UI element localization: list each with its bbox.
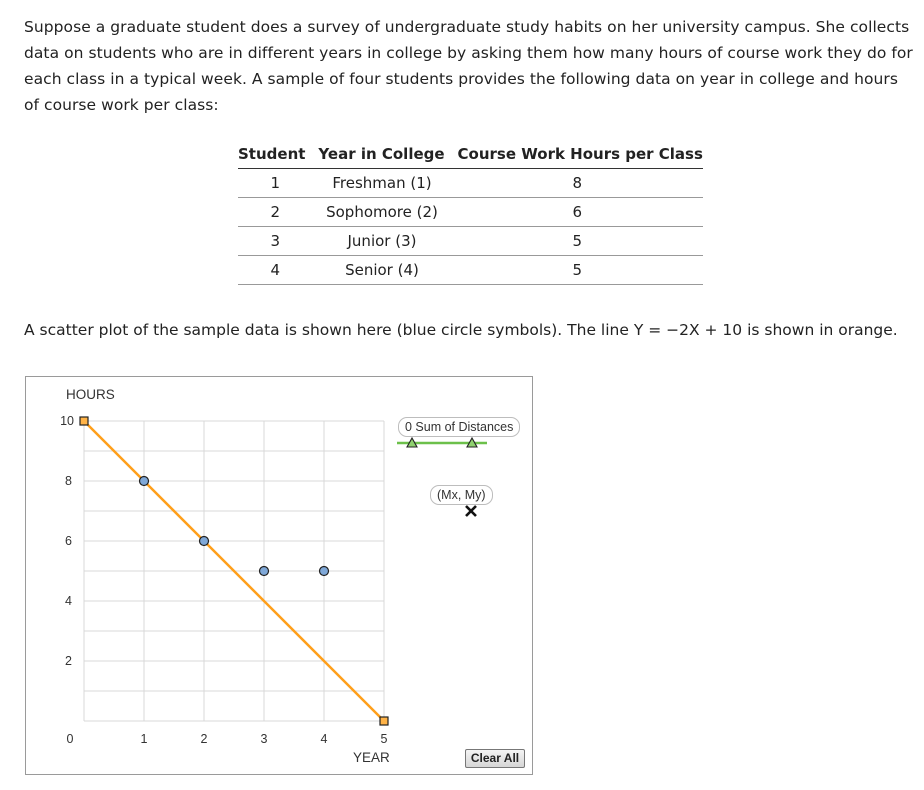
x-tick-label: 1 [140, 732, 148, 746]
line-handle[interactable] [380, 717, 388, 725]
graph-panel [25, 376, 533, 775]
cell-year: Junior (3) [312, 227, 451, 256]
header-student: Student [238, 140, 312, 169]
sum-of-distances-tool[interactable]: 0 Sum of Distances [398, 417, 520, 437]
y-tick-label: 10 [60, 414, 74, 428]
cell-student: 1 [238, 169, 312, 198]
y-tick-label: 4 [65, 594, 72, 608]
cell-hours: 5 [452, 256, 703, 285]
clear-all-button[interactable]: Clear All [465, 749, 525, 768]
y-tick-label: 6 [65, 534, 72, 548]
table-row [238, 256, 703, 285]
line-handle[interactable] [80, 417, 88, 425]
x-tick-label: 0 [66, 732, 74, 746]
cell-hours: 6 [452, 198, 703, 227]
cell-year: Senior (4) [312, 256, 451, 285]
x-axis-label: YEAR [353, 750, 390, 765]
data-points [140, 477, 329, 576]
chart-caption: A scatter plot of the sample data is shown here (blue circle symbols). The line Y = −2X + 10 is shown in orange. [24, 321, 898, 339]
data-table [238, 140, 703, 285]
table-row [238, 198, 703, 227]
header-hours: Course Work Hours per Class [452, 140, 703, 169]
cell-hours: 5 [452, 227, 703, 256]
cell-student: 4 [238, 256, 312, 285]
cell-student: 2 [238, 198, 312, 227]
y-tick-label: 2 [65, 654, 72, 668]
table-row [238, 227, 703, 256]
cell-hours: 8 [452, 169, 703, 198]
x-tick-label: 4 [320, 732, 328, 746]
table-header-row [238, 140, 703, 169]
cell-year: Sophomore (2) [312, 198, 451, 227]
problem-intro: Suppose a graduate student does a survey of undergraduate study habits on her university campus. She collects data on students who are in different years in college by asking them how many hours of course work they do for each class in a typical week. A sample of four students provides the following data on year in college and hours of course work per class: [24, 18, 913, 114]
tick-labels [60, 414, 387, 746]
header-year: Year in College [312, 140, 451, 169]
x-tick-label: 5 [380, 732, 388, 746]
data-point [260, 567, 269, 576]
data-point [140, 477, 149, 486]
data-point [200, 537, 209, 546]
x-tick-label: 2 [200, 732, 208, 746]
data-point [320, 567, 329, 576]
mean-point-tool[interactable]: (Mx, My) [430, 485, 493, 505]
cell-year: Freshman (1) [312, 169, 451, 198]
x-icon [466, 506, 476, 516]
y-tick-label: 8 [65, 474, 72, 488]
y-axis-label: HOURS [66, 387, 115, 402]
x-tick-label: 3 [260, 732, 268, 746]
table-row [238, 169, 703, 198]
cell-student: 3 [238, 227, 312, 256]
